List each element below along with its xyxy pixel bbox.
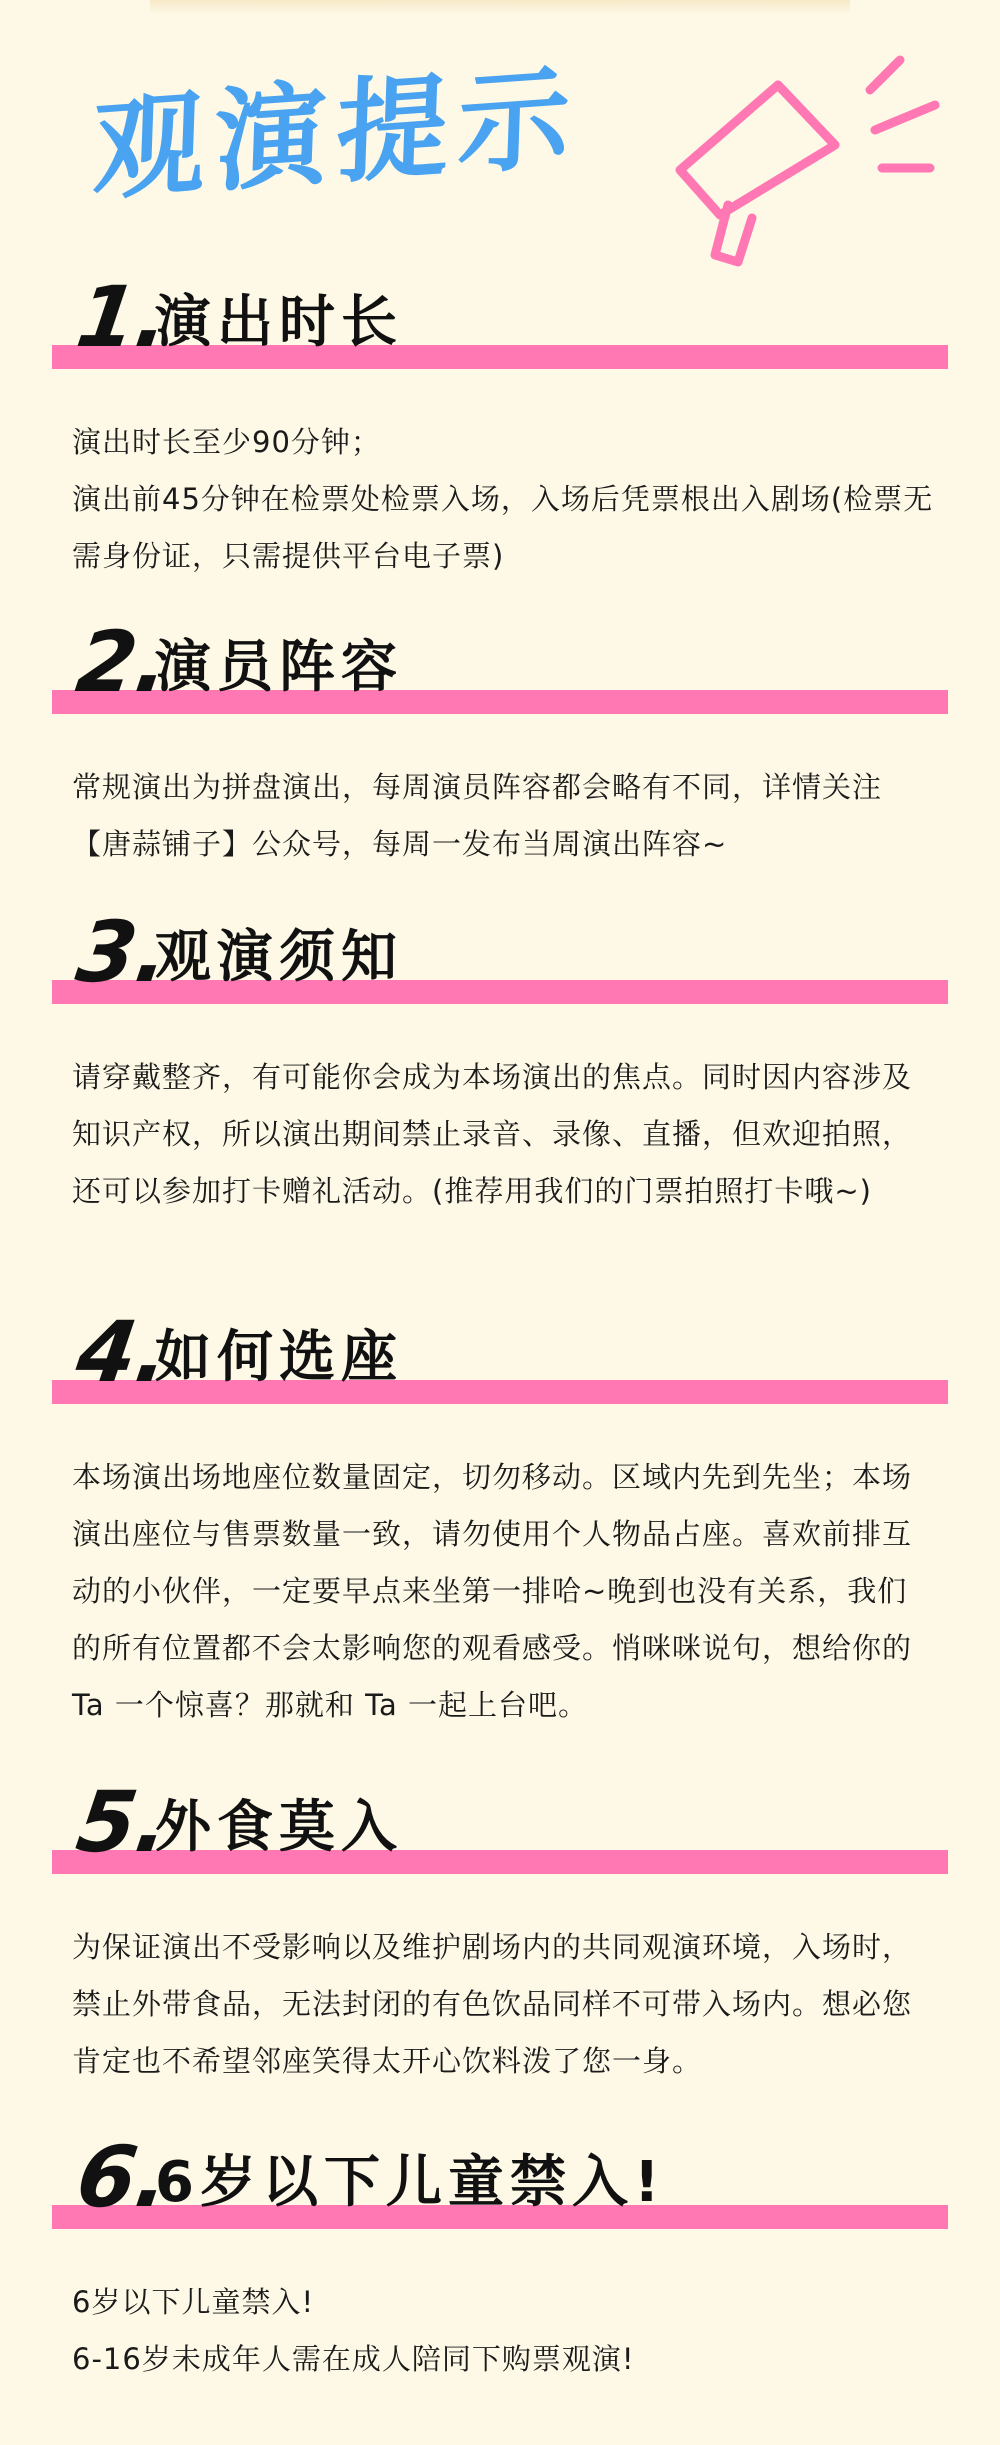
body-line: 为保证演出不受影响以及维护剧场内的共同观演环境，入场时，禁止外带食品，无法封闭的有色饮品同样不可带入场内。想必您肯定也不希望邻座笑得太开心饮料泼了您一身。 xyxy=(72,1930,913,2078)
section-cast xyxy=(0,613,1000,873)
top-decoration xyxy=(150,0,850,14)
section-children xyxy=(0,2128,1000,2388)
section-body xyxy=(72,1049,936,1220)
body-line: 常规演出为拼盘演出，每周演员阵容都会略有不同，详情关注【唐蒜铺子】公众号，每周一发布当周演出阵容~ xyxy=(72,770,883,861)
section-body xyxy=(72,1919,936,2090)
section-title: 6岁以下儿童禁入! xyxy=(155,2150,666,2215)
page-title: 观演提示 xyxy=(90,51,583,217)
section-title: 演出时长 xyxy=(155,290,403,355)
section-number: 6. xyxy=(71,2128,176,2226)
section-duration xyxy=(0,268,1000,585)
section-seating xyxy=(0,1303,1000,1734)
section-header xyxy=(0,613,1000,735)
section-title: 如何选座 xyxy=(155,1325,403,1390)
body-line: 本场演出场地座位数量固定，切勿移动。区域内先到先坐；本场演出座位与售票数量一致，请勿使用个人物品占座。喜欢前排互动的小伙伴，一定要早点来坐第一排哈~晚到也没有关系，我们的所有位置都不会太影响您的观看感受。悄咪咪说句，想给你的 Ta 一个惊喜？那就和 Ta 一起上台吧。 xyxy=(72,1460,913,1722)
section-number: 4. xyxy=(71,1303,176,1401)
body-line: 请穿戴整齐，有可能你会成为本场演出的焦点。同时因内容涉及知识产权，所以演出期间禁止录音、录像、直播，但欢迎拍照，还可以参加打卡赠礼活动。(推荐用我们的门票拍照打卡哦~) xyxy=(72,1060,913,1208)
section-header xyxy=(0,903,1000,1025)
body-line: 演出前45分钟在检票处检票入场，入场后凭票根出入剧场(检票无需身份证，只需提供平台电子票) xyxy=(72,482,934,573)
section-food xyxy=(0,1773,1000,2090)
body-line: 6-16岁未成年人需在成人陪同下购票观演! xyxy=(72,2342,635,2376)
section-number: 5. xyxy=(71,1773,176,1871)
section-body xyxy=(72,1449,936,1734)
section-header xyxy=(0,2128,1000,2250)
section-number: 1. xyxy=(71,268,176,366)
section-notice xyxy=(0,903,1000,1220)
section-title: 演员阵容 xyxy=(155,635,403,700)
page-title-block xyxy=(90,51,655,265)
section-number: 2. xyxy=(71,613,176,711)
megaphone-icon xyxy=(660,50,960,290)
section-header xyxy=(0,1773,1000,1895)
section-body xyxy=(72,2274,936,2388)
section-body xyxy=(72,414,936,585)
section-title: 观演须知 xyxy=(155,925,403,990)
body-line: 演出时长至少90分钟； xyxy=(72,425,381,459)
section-body xyxy=(72,759,936,873)
section-number: 3. xyxy=(71,903,176,1001)
section-header xyxy=(0,268,1000,390)
body-line: 6岁以下儿童禁入! xyxy=(72,2285,315,2319)
section-title: 外食莫入 xyxy=(155,1795,403,1860)
section-header xyxy=(0,1303,1000,1425)
